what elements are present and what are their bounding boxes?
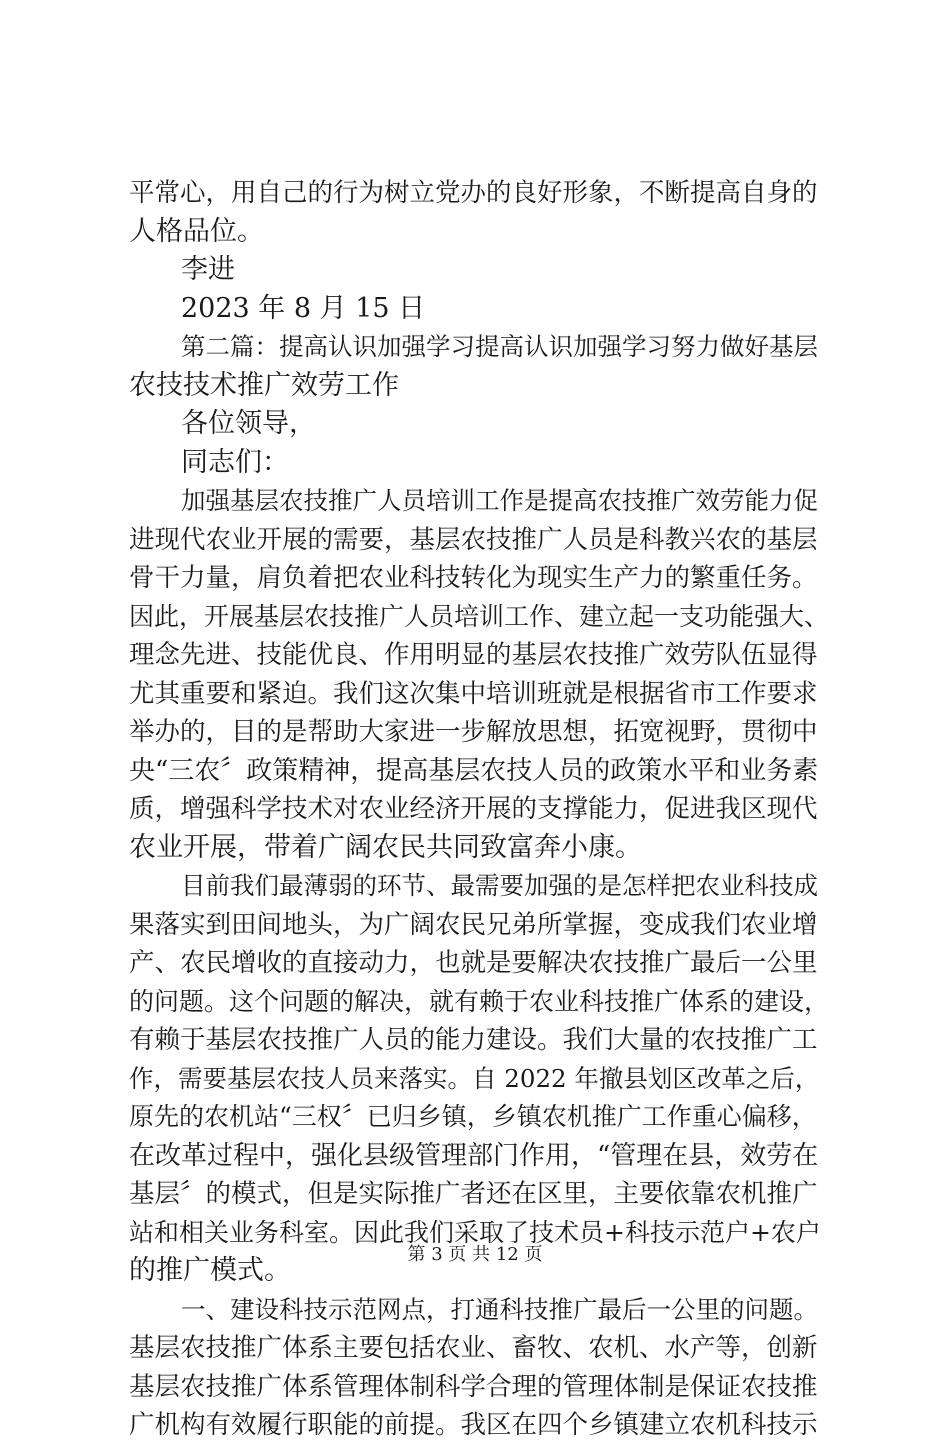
- text-line: 理念先进、技能优良、作用明显的基层农技推广效劳队伍显得: [129, 640, 818, 670]
- text-line: 平常心，用自己的行为树立党办的良好形象，不断提高自身的: [129, 178, 818, 208]
- text-line: 人格品位。: [129, 215, 264, 247]
- text-line: 因此，开展基层农技推广人员培训工作、建立起一支功能强大、: [129, 601, 830, 631]
- text-line: 2023 年 8 月 15 日: [181, 292, 426, 324]
- text-line: 基层〞的模式，但是实际推广者还在区里，主要依靠农机推广: [129, 1179, 818, 1209]
- text-line: 基层农技推广体系主要包括农业、畜牧、农机、水产等，创新: [129, 1333, 818, 1363]
- text-line: 央“三农〞政策精神，提高基层农技人员的政策水平和业务素: [129, 755, 819, 786]
- text-line: 尤其重要和紧迫。我们这次集中培训班就是根据省市工作要求: [129, 678, 818, 709]
- text-line: 有赖于基层农技推广人员的能力建设。我们大量的农技推广工: [129, 1025, 818, 1055]
- text-line: 作，需要基层农技人员来落实。自 2022 年撤县划区改革之后，: [129, 1063, 820, 1093]
- text-line: 加强基层农技推广人员培训工作是提高农技推广效劳能力促: [181, 486, 818, 515]
- text-line: 果落实到田间地头，为广阔农民兄弟所掌握，变成我们农业增: [129, 909, 818, 940]
- text-line: 一、建设科技示范网点，打通科技推广最后一公里的问题。: [181, 1294, 818, 1324]
- text-line: 的推广模式。: [129, 1255, 291, 1286]
- text-line: 进现代农业开展的需要，基层农技推广人员是科教兴农的基层: [129, 524, 818, 555]
- page-number-footer: 第 3 页 共 12 页: [407, 1244, 543, 1265]
- text-line: 在改革过程中，强化县级管理部门作用，“管理在县，效劳在: [129, 1140, 819, 1171]
- text-line: 各位领导，: [181, 408, 316, 439]
- text-line: 农业开展，带着广阔农民共同致富奔小康。: [129, 831, 642, 863]
- text-line: 目前我们最薄弱的环节、最需要加强的是怎样把农业科技成: [181, 871, 818, 900]
- text-line: 李进: [181, 254, 235, 285]
- text-line: 举办的，目的是帮助大家进一步解放思想，拓宽视野，贯彻中: [129, 717, 818, 747]
- text-line: 第二篇：提高认识加强学习提高认识加强学习努力做好基层: [181, 332, 818, 361]
- text-line: 农技技术推广效劳工作: [129, 369, 399, 401]
- text-line: 的问题。这个问题的解决，就有赖于农业科技推广体系的建设，: [129, 986, 830, 1016]
- text-line: 产、农民增收的直接动力，也就是要解决农技推广最后一公里: [129, 948, 818, 978]
- text-line: 同志们：: [181, 446, 289, 478]
- text-line: 骨干力量，肩负着把农业科技转化为现实生产力的繁重任务。: [129, 563, 818, 593]
- text-line: 基层农技推广体系管理体制科学合理的管理体制是保证农技推: [129, 1371, 818, 1402]
- text-line: 广机构有效履行职能的前提。我区在四个乡镇建立农机科技示: [129, 1410, 818, 1440]
- text-line: 原先的农机站“三权〞已归乡镇，乡镇农机推广工作重心偏移，: [129, 1102, 817, 1131]
- text-line: 质，增强科学技术对农业经济开展的支撑能力，促进我区现代: [129, 794, 818, 824]
- text-line: 站和相关业务科室。因此我们采取了技术员+科技示范户+农户: [129, 1217, 821, 1247]
